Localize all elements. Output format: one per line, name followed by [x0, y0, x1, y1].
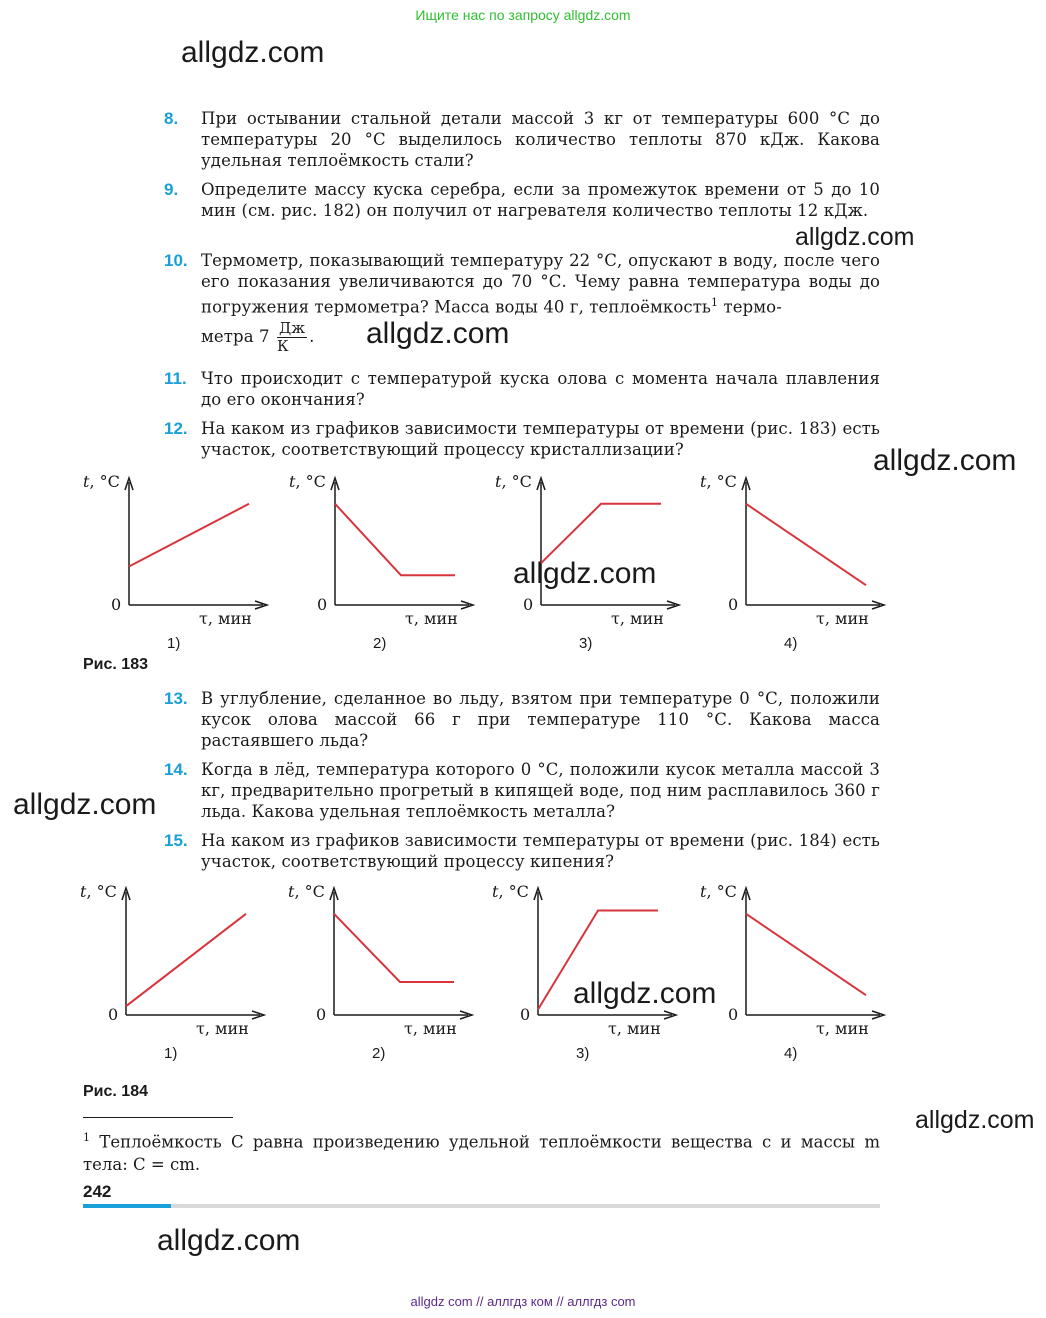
- problem-text: При остывании стальной детали массой 3 кг от температуры 600 °С до температуры 20 °С выделилось количество теплоты 870 кДж. Какова удельная теплоёмкость стали?: [201, 109, 880, 170]
- origin-label: 0: [108, 1005, 119, 1024]
- problem-8: [164, 108, 880, 171]
- figure-caption: Рис. 184: [83, 1083, 148, 1100]
- problem-number: 14.: [164, 760, 188, 779]
- page-number: 242: [83, 1182, 112, 1201]
- page-footer-bar: [83, 1204, 880, 1208]
- temperature-line: [541, 504, 661, 563]
- graph-number: 1): [167, 635, 181, 652]
- graph-1: [80, 880, 280, 1060]
- problem-9: [164, 179, 880, 221]
- bottom-links: allgdz com // аллгдз ком // аллгдз com: [410, 1294, 636, 1309]
- watermark: allgdz.com: [573, 977, 717, 1010]
- problem-number: 10.: [164, 251, 188, 270]
- footnote-text: Теплоёмкость C равна произведению удельной теплоёмкости вещества c и массы m тела: C = cm.: [83, 1132, 881, 1174]
- x-axis-label: τ, мин: [608, 1019, 661, 1038]
- problem-text: Что происходит с температурой куска олова с момента начала плавления до его окончания?: [201, 369, 880, 409]
- graph-number: 2): [373, 635, 387, 652]
- y-axis-label: t, °C: [700, 472, 737, 491]
- x-axis-label: τ, мин: [199, 609, 252, 628]
- graph-svg: [700, 880, 900, 1060]
- problem-text: Когда в лёд, температура которого 0 °С, положили кусок металла массой 3 кг, предварительно прогретый в кипящей воде, под ним расплавилось 360 г льда. Какова удельная теплоёмкость металла?: [201, 760, 880, 821]
- y-axis-label: t, °C: [83, 472, 120, 491]
- temperature-line: [334, 914, 454, 982]
- problem-text-part: .: [309, 326, 315, 346]
- temperature-line: [746, 504, 866, 585]
- temperature-line: [335, 504, 455, 576]
- problem-text: Определите массу куска серебра, если за промежуток времени от 5 до 10 мин (см. рис. 182) он получил от нагревателя количество теплоты 12 кДж.: [201, 180, 880, 220]
- temperature-line: [126, 914, 246, 1006]
- graph-number: 3): [576, 1045, 590, 1062]
- y-axis-label: t, °C: [700, 882, 737, 901]
- y-axis-label: t, °C: [492, 882, 529, 901]
- watermark: allgdz.com: [873, 444, 1017, 477]
- graph-1: [83, 470, 283, 650]
- problem-15: [164, 830, 880, 872]
- footnote: [83, 1127, 880, 1176]
- graph-svg: [492, 880, 692, 1060]
- problem-text-part: метра 7: [201, 326, 270, 346]
- watermark: allgdz.com: [915, 1106, 1035, 1134]
- problem-10: [164, 250, 880, 355]
- graph-svg: [289, 470, 489, 650]
- watermark: allgdz.com: [181, 36, 325, 69]
- x-axis-label: τ, мин: [196, 1019, 249, 1038]
- problem-text: В углубление, сделанное во льду, взятом при температуре 0 °С, положили кусок олова массой 66 г при температуре 110 °С. Какова масса растаявшего льда?: [201, 689, 880, 750]
- temperature-line: [746, 914, 866, 995]
- graph-svg: [288, 880, 488, 1060]
- problem-12: [164, 418, 880, 460]
- y-axis-label: t, °C: [495, 472, 532, 491]
- graph-number: 1): [164, 1045, 178, 1062]
- x-axis-label: τ, мин: [404, 1019, 457, 1038]
- y-axis-label: t, °C: [80, 882, 117, 901]
- problem-text: На каком из графиков зависимости температуры от времени (рис. 183) есть участок, соответствующий процессу кристаллизации?: [201, 419, 880, 459]
- x-axis-label: τ, мин: [405, 609, 458, 628]
- graph-number: 3): [579, 635, 593, 652]
- problem-number: 12.: [164, 419, 188, 438]
- graph-2: [289, 470, 489, 650]
- problem-11: [164, 368, 880, 410]
- origin-label: 0: [728, 1005, 739, 1024]
- watermark: allgdz.com: [513, 557, 657, 590]
- footnote-divider: [83, 1117, 233, 1118]
- problem-number: 8.: [164, 109, 179, 128]
- y-axis-label: t, °C: [289, 472, 326, 491]
- graph-number: 4): [784, 635, 798, 652]
- watermark: allgdz.com: [795, 223, 915, 251]
- problem-text: На каком из графиков зависимости температуры от времени (рис. 184) есть участок, соответствующий процессу кипения?: [201, 831, 880, 871]
- footnote-ref: 1: [711, 296, 719, 309]
- problem-number: 15.: [164, 831, 188, 850]
- problem-text: [201, 250, 880, 318]
- graph-number: 4): [784, 1045, 798, 1062]
- graph-2: [288, 880, 488, 1060]
- problem-13: [164, 688, 880, 751]
- origin-label: 0: [317, 595, 328, 614]
- graph-3: [495, 470, 695, 650]
- watermark: allgdz.com: [157, 1224, 301, 1257]
- graph-svg: [495, 470, 695, 650]
- problem-number: 9.: [164, 180, 179, 199]
- graph-4: [700, 880, 900, 1060]
- problem-14: [164, 759, 880, 822]
- x-axis-label: τ, мин: [816, 1019, 869, 1038]
- problem-number: 13.: [164, 689, 188, 708]
- graph-3: [492, 880, 692, 1060]
- origin-label: 0: [316, 1005, 327, 1024]
- graph-svg: [700, 470, 900, 650]
- x-axis-label: τ, мин: [816, 609, 869, 628]
- graph-4: [700, 470, 900, 650]
- temperature-line: [129, 504, 249, 567]
- origin-label: 0: [728, 595, 739, 614]
- origin-label: 0: [523, 595, 534, 614]
- problem-text-part: Термометр, показывающий температуру 22 °С, опускают в воду, после чего его показания увеличиваются до 70 °С. Чему равна температура воды до погружения термометра? Масса воды 40 г, теплоёмкость: [201, 251, 880, 317]
- origin-label: 0: [111, 595, 122, 614]
- problem-text-part: термо-: [718, 297, 782, 317]
- fraction-numerator: Дж: [278, 318, 306, 337]
- fraction-denominator: К: [276, 336, 289, 355]
- graph-svg: [83, 470, 283, 650]
- graph-svg: [80, 880, 280, 1060]
- page-footer-accent: [83, 1204, 171, 1208]
- top-banner: Ищите нас по запросу allgdz.com: [415, 7, 631, 23]
- figure-caption: Рис. 183: [83, 656, 148, 673]
- y-axis-label: t, °C: [288, 882, 325, 901]
- problem-number: 11.: [164, 369, 187, 388]
- fraction: [277, 320, 307, 355]
- watermark: allgdz.com: [13, 788, 157, 821]
- graph-number: 2): [372, 1045, 386, 1062]
- x-axis-label: τ, мин: [611, 609, 664, 628]
- temperature-line: [538, 911, 658, 1010]
- origin-label: 0: [520, 1005, 531, 1024]
- watermark: allgdz.com: [366, 317, 510, 350]
- problem-text-line: [201, 320, 880, 355]
- footnote-mark: 1: [83, 1131, 90, 1144]
